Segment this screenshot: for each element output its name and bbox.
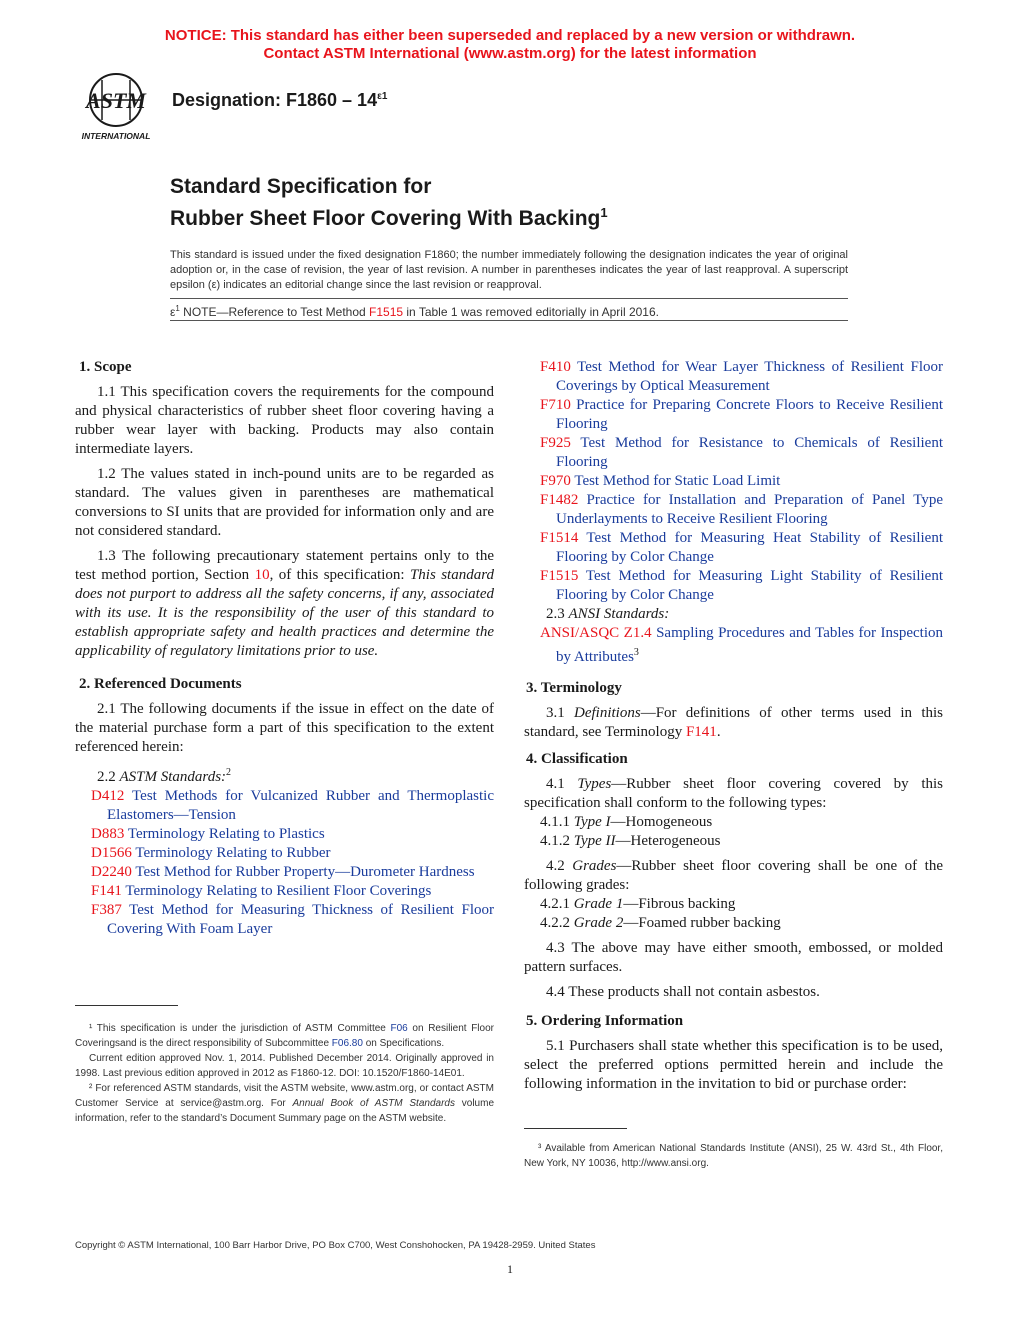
title-footnote-mark: 1 [600, 205, 608, 220]
paragraph: 4.1 Types—Rubber sheet floor covering covered by this specification shall conform to the following types: [524, 776, 943, 811]
paragraph: 4.4 These products shall not contain asbestos. [546, 984, 820, 1000]
reference-list [91, 787, 494, 939]
paragraph [75, 763, 494, 787]
paragraph: 5.1 Purchasers shall state whether this specification is to be used, select the preferred options permitted herein and include the following information in the invitation to bid or purchase order: [524, 1038, 943, 1092]
reference-item[interactable]: F710 Practice for Preparing Concrete Floors to Receive Resilient Flooring [540, 397, 943, 432]
footnote-1: ¹ This specification is under the jurisdiction of ASTM Committee F06 on Resilient Floor Coveringsand is the direct responsibility of Subcommittee F06.80 on Specifications. [75, 1023, 494, 1049]
reference-item[interactable]: F410 Test Method for Wear Layer Thickness of Resilient Floor Coverings by Optical Measurement [540, 359, 943, 394]
link-f06[interactable]: F06 [390, 1023, 408, 1034]
epsilon-note-text-end: in Table 1 was removed editorially in April 2016. [403, 305, 659, 319]
reference-item[interactable]: F141 Terminology Relating to Resilient Floor Coverings [91, 883, 432, 899]
section-heading: 2. Referenced Documents [79, 676, 242, 692]
divider [170, 298, 848, 299]
paragraph: 4.3 The above may have either smooth, embossed, or molded pattern surfaces. [524, 940, 943, 975]
link-f1515[interactable]: F1515 [369, 305, 404, 319]
footnote-mark: 2 [226, 767, 232, 778]
link-section-10[interactable]: 10 [254, 567, 270, 583]
footnote-2: ² For referenced ASTM standards, visit the ASTM website, www.astm.org, or contact ASTM Customer Service at service@astm.org. For Annual Book of ASTM Standards volume information, refer to the standard’s Document Summary page on the ASTM website. [75, 1083, 494, 1124]
reference-item[interactable]: F1482 Practice for Installation and Preparation of Panel Type Underlayments to Receive Resilient Flooring [540, 492, 943, 527]
paragraph: 4.1.1 Type I—Homogeneous [540, 814, 713, 830]
footnote-1-edition: Current edition approved Nov. 1, 2014. Published December 2014. Originally approved in 1998. Last previous edition approved in 2012 as F1860-12. DOI: 10.1520/F1860-14E01. [75, 1053, 494, 1079]
paragraph: 3.1 Definitions—For definitions of other terms used in this standard, see Terminology F141. [524, 705, 943, 740]
reference-item[interactable]: F925 Test Method for Resistance to Chemicals of Resilient Flooring [540, 435, 943, 470]
text: ASTM Standards: [119, 769, 227, 785]
text: 1.3 The following precautionary statement pertains only to the test method portion, Section [75, 548, 494, 583]
section-heading: 3. Terminology [526, 680, 622, 696]
designation-label: Designation: F1860 – 14 [172, 90, 378, 110]
reference-item[interactable]: F1514 Test Method for Measuring Heat Stability of Resilient Flooring by Color Change [540, 530, 943, 565]
safety-statement: This standard does not purport to address all the safety concerns, if any, associated with its use. It is the responsibility of the user of this standard to establish appropriate safety and health practices and determine the applicability of regulatory limitations prior to use. [75, 567, 495, 659]
designation [172, 90, 387, 111]
reference-item[interactable]: D412 Test Methods for Vulcanized Rubber and Thermoplastic Elastomers—Tension [91, 788, 494, 823]
astm-logo-icon [72, 72, 162, 144]
paragraph: 4.2.2 Grade 2—Foamed rubber backing [540, 915, 781, 931]
paragraph: 1.2 The values stated in inch-pound units are to be regarded as standard. The values given in parentheses are mathematical conversions to SI units that are provided for information only and are not considered standard. [75, 466, 494, 539]
footnote-divider [75, 1005, 178, 1006]
reference-item[interactable]: F1515 Test Method for Measuring Light Stability of Resilient Flooring by Color Change [540, 568, 943, 603]
paragraph: 4.2.1 Grade 1—Fibrous backing [540, 896, 736, 912]
reference-list [540, 624, 943, 667]
footnotes-right [524, 1141, 943, 1171]
link-f141[interactable]: F141 [685, 724, 717, 740]
paragraph: 2.1 The following documents if the issue in effect on the date of the material purchase form a part of this specification to the extent referenced herein: [75, 701, 494, 755]
section-heading: 4. Classification [526, 751, 628, 767]
footnote-divider [524, 1128, 627, 1129]
reference-list [540, 358, 943, 605]
designation-epsilon: ε1 [377, 91, 388, 102]
text: , of this specification: [269, 567, 410, 583]
title-line-1: Standard Specification for [170, 175, 432, 198]
epsilon-note [170, 304, 659, 319]
page-number: 1 [507, 1262, 513, 1276]
footnote-3: ³ Available from American National Standards Institute (ANSI), 25 W. 43rd St., 4th Floor, New York, NY 10036, http://www.ansi.org. [524, 1143, 943, 1169]
reference-item[interactable]: F970 Test Method for Static Load Limit [540, 473, 781, 489]
copyright: Copyright © ASTM International, 100 Barr Harbor Drive, PO Box C700, West Conshohocken, PA 19428-2959. United States [75, 1240, 596, 1251]
left-column [75, 358, 494, 939]
paragraph: 4.1.2 Type II—Heterogeneous [540, 833, 721, 849]
notice-banner [0, 27, 1020, 63]
reference-item[interactable]: D2240 Test Method for Rubber Property—Durometer Hardness [91, 864, 475, 880]
notice-line-1: NOTICE: This standard has either been superseded and replaced by a new version or withdrawn. [164, 27, 856, 44]
footnotes-left [75, 1021, 494, 1126]
title-line-2: Rubber Sheet Floor Covering With Backing [170, 207, 601, 230]
astm-logo [72, 72, 162, 144]
text: 2.2 [97, 769, 120, 785]
issued-note: This standard is issued under the fixed designation F1860; the number immediately following the designation indicates the year of original adoption or, in the case of revision, the year of last revision. A number in parentheses indicates the year of last reapproval. A superscript epsilon (ε) indicates an editorial change since the last revision or reapproval. [170, 249, 848, 291]
right-column [524, 358, 943, 1094]
epsilon-note-text: NOTE—Reference to Test Method [179, 305, 370, 319]
reference-item[interactable]: ANSI/ASQC Z1.4 Sampling Procedures and Tables for Inspection by Attributes$^3$ [540, 625, 943, 665]
reference-item[interactable]: D883 Terminology Relating to Plastics [91, 826, 325, 842]
paragraph [75, 547, 494, 661]
svg-text:INTERNATIONAL: INTERNATIONAL [81, 131, 151, 141]
paragraph: 2.3 ANSI Standards: [546, 606, 670, 622]
paragraph: 1.1 This specification covers the requirements for the compound and physical characteristics of rubber sheet floor covering having a rubber wear layer with backing. Products may also contain intermediate layers. [75, 384, 494, 457]
divider [170, 320, 848, 321]
epsilon-sup: 1 [175, 304, 180, 313]
link-f0680[interactable]: F06.80 [331, 1038, 363, 1049]
reference-item[interactable]: D1566 Terminology Relating to Rubber [91, 845, 331, 861]
section-heading: 1. Scope [79, 359, 132, 375]
notice-line-2: Contact ASTM International (www.astm.org) for the latest information [263, 45, 757, 62]
section-heading: 5. Ordering Information [526, 1013, 684, 1029]
svg-text:ASTM: ASTM [86, 88, 146, 113]
reference-item[interactable]: F387 Test Method for Measuring Thickness of Resilient Floor Covering With Foam Layer [91, 902, 494, 937]
epsilon-symbol: ε [170, 305, 176, 319]
paragraph: 4.2 Grades—Rubber sheet floor covering shall be one of the following grades: [524, 858, 943, 893]
document-title [170, 174, 608, 232]
